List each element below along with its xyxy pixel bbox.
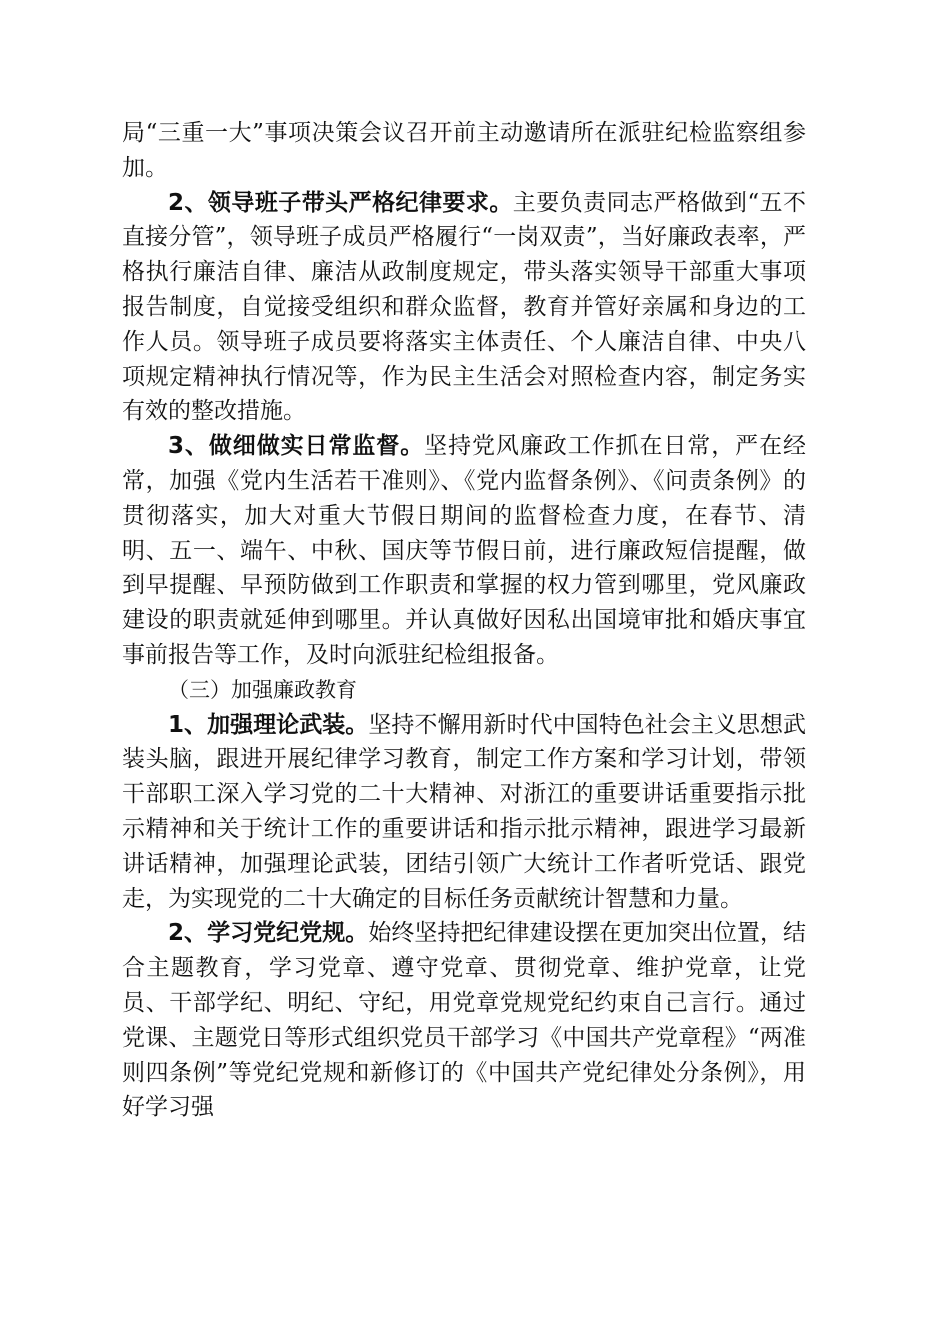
- paragraph-leadership-discipline: [122, 186, 806, 430]
- section-heading: （三）加强廉政教育: [168, 677, 357, 702]
- paragraph-text: 坚持不懈用新时代中国特色社会主义思想武装头脑，跟进开展纪律学习教育，制定工作方案和学习计划，带领干部职工深入学习党的二十大精神、对浙江的重要讲话重要指示批示精神和关于统计工作的重要讲话和指示批示精神，跟进学习最新讲话精神，加强理论武装，团结引领广大统计工作者听党话、跟党走，为实现党的二十大确定的目标任务贡献统计智慧和力量。: [122, 711, 807, 912]
- paragraph-title: 2、领导班子带头严格纪律要求。: [168, 189, 513, 216]
- paragraph-party-rules: [122, 916, 806, 1125]
- paragraph-text: 坚持党风廉政工作抓在日常，严在经常，加强《党内生活若干准则》、《党内监督条例》、《问责条例》的贯彻落实，加大对重大节假日期间的监督检查力度，在春节、清明、五一、端午、中秋、国庆等节假日前，进行廉政短信提醒，做到早提醒、早预防做到工作职责和掌握的权力管到哪里，党风廉政建设的职责就延伸到哪里。并认真做好因私出国境审批和婚庆事宜事前报告等工作，及时向派驻纪检组报备。: [122, 433, 806, 668]
- paragraph-title: 1、加强理论武装。: [168, 711, 369, 738]
- paragraph-daily-supervision: [122, 429, 806, 673]
- paragraph-title: 2、学习党纪党规。: [168, 920, 369, 947]
- paragraph-text: 主要负责同志严格做到“五不直接分管”，领导班子成员严格履行“一岗双责”，当好廉政表率，严格执行廉洁自律、廉洁从政制度规定，带头落实领导干部重大事项报告制度，自觉接受组织和群众监督，教育并管好亲属和身边的工作人员。领导班子成员要将落实主体责任、个人廉洁自律、中央八项规定精神执行情况等，作为民主生活会对照检查内容，制定务实有效的整改措施。: [122, 189, 806, 425]
- paragraph-theory-arming: [122, 708, 806, 917]
- paragraph-text: 始终坚持把纪律建设摆在更加突出位置，结合主题教育，学习党章、遵守党章、贯彻党章、维护党章，让党员、干部学纪、明纪、守纪，用党章党规党纪约束自己言行。通过党课、主题党日等形式组织党员干部学习《中国共产党章程》“两准则四条例”等党纪党规和新修订的《中国共产党纪律处分条例》，用好学习强: [122, 920, 807, 1121]
- document-body: [122, 116, 806, 1125]
- paragraph-text: 局“三重一大”事项决策会议召开前主动邀请所在派驻纪检监察组参加。: [122, 120, 806, 181]
- paragraph-title: 3、做细做实日常监督。: [168, 433, 425, 460]
- paragraph-continuation: [122, 116, 806, 186]
